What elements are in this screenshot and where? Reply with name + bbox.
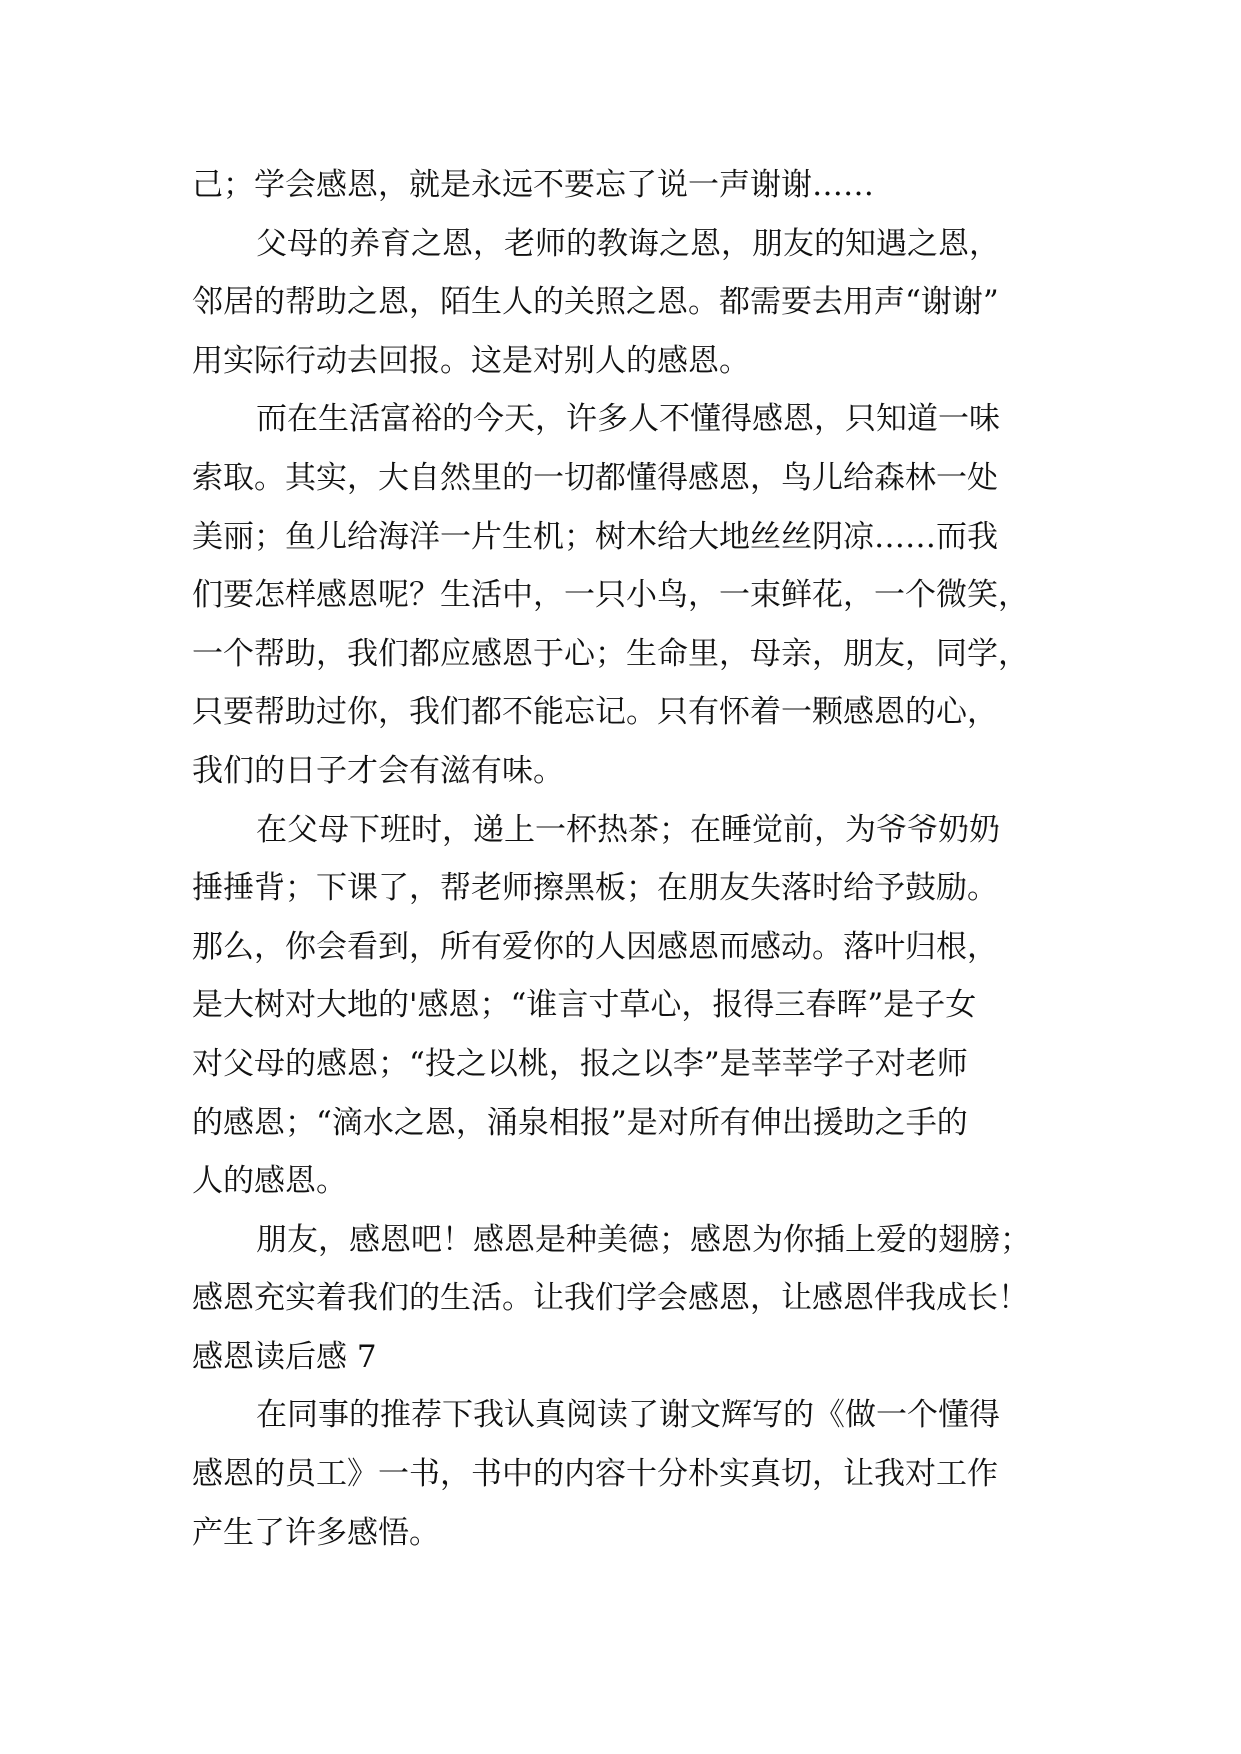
- text-line: 们要怎样感恩呢？生活中，一只小鸟，一束鲜花，一个微笑，: [192, 577, 1029, 614]
- text-line: 产生了许多感悟。: [192, 1514, 440, 1551]
- text-line: 在同事的推荐下我认真阅读了谢文辉写的《做一个懂得: [256, 1397, 1000, 1434]
- text-line: 的感恩；“滴水之恩，涌泉相报”是对所有伸出援助之手的: [192, 1104, 968, 1141]
- text-line: 父母的养育之恩，老师的教诲之恩，朋友的知遇之恩，: [256, 225, 1000, 262]
- text-line: 感恩充实着我们的生活。让我们学会感恩，让感恩伴我成长！: [192, 1280, 1029, 1317]
- text-line: 美丽；鱼儿给海洋一片生机；树木给大地丝丝阴凉……而我: [192, 518, 998, 555]
- text-line: 在父母下班时，递上一杯热茶；在睡觉前，为爷爷奶奶: [256, 811, 1000, 848]
- text-line: 索取。其实，大自然里的一切都懂得感恩，鸟儿给森林一处: [192, 459, 998, 496]
- text-line: 邻居的帮助之恩，陌生人的关照之恩。都需要去用声“谢谢”: [192, 284, 999, 321]
- text-line: 己；学会感恩，就是永远不要忘了说一声谢谢……: [192, 167, 874, 203]
- text-line: 那么，你会看到，所有爱你的人因感恩而感动。落叶归根，: [192, 928, 998, 965]
- document-body: [192, 156, 1072, 1562]
- text-line: 人的感恩。: [192, 1163, 347, 1200]
- text-line: 对父母的感恩；“投之以桃，报之以李”是莘莘学子对老师: [192, 1045, 968, 1082]
- section-heading: 感恩读后感 7: [192, 1338, 377, 1375]
- text-line: 感恩的员工》一书，书中的内容十分朴实真切，让我对工作: [192, 1456, 998, 1493]
- text-line: 一个帮助，我们都应感恩于心；生命里，母亲，朋友，同学，: [192, 635, 1029, 672]
- text-line: 而在生活富裕的今天，许多人不懂得感恩，只知道一味: [256, 401, 1000, 438]
- text-line: 只要帮助过你，我们都不能忘记。只有怀着一颗感恩的心，: [192, 694, 998, 731]
- text-line: 朋友，感恩吧！感恩是种美德；感恩为你插上爱的翅膀；: [256, 1221, 1031, 1258]
- text-line: 我们的日子才会有滋有味。: [192, 752, 564, 789]
- text-line: 是大树对大地的'感恩；“谁言寸草心，报得三春晖”是子女: [192, 987, 977, 1024]
- text-line: 捶捶背；下课了，帮老师擦黑板；在朋友失落时给予鼓励。: [192, 870, 998, 907]
- text-line: 用实际行动去回报。这是对别人的感恩。: [192, 342, 750, 379]
